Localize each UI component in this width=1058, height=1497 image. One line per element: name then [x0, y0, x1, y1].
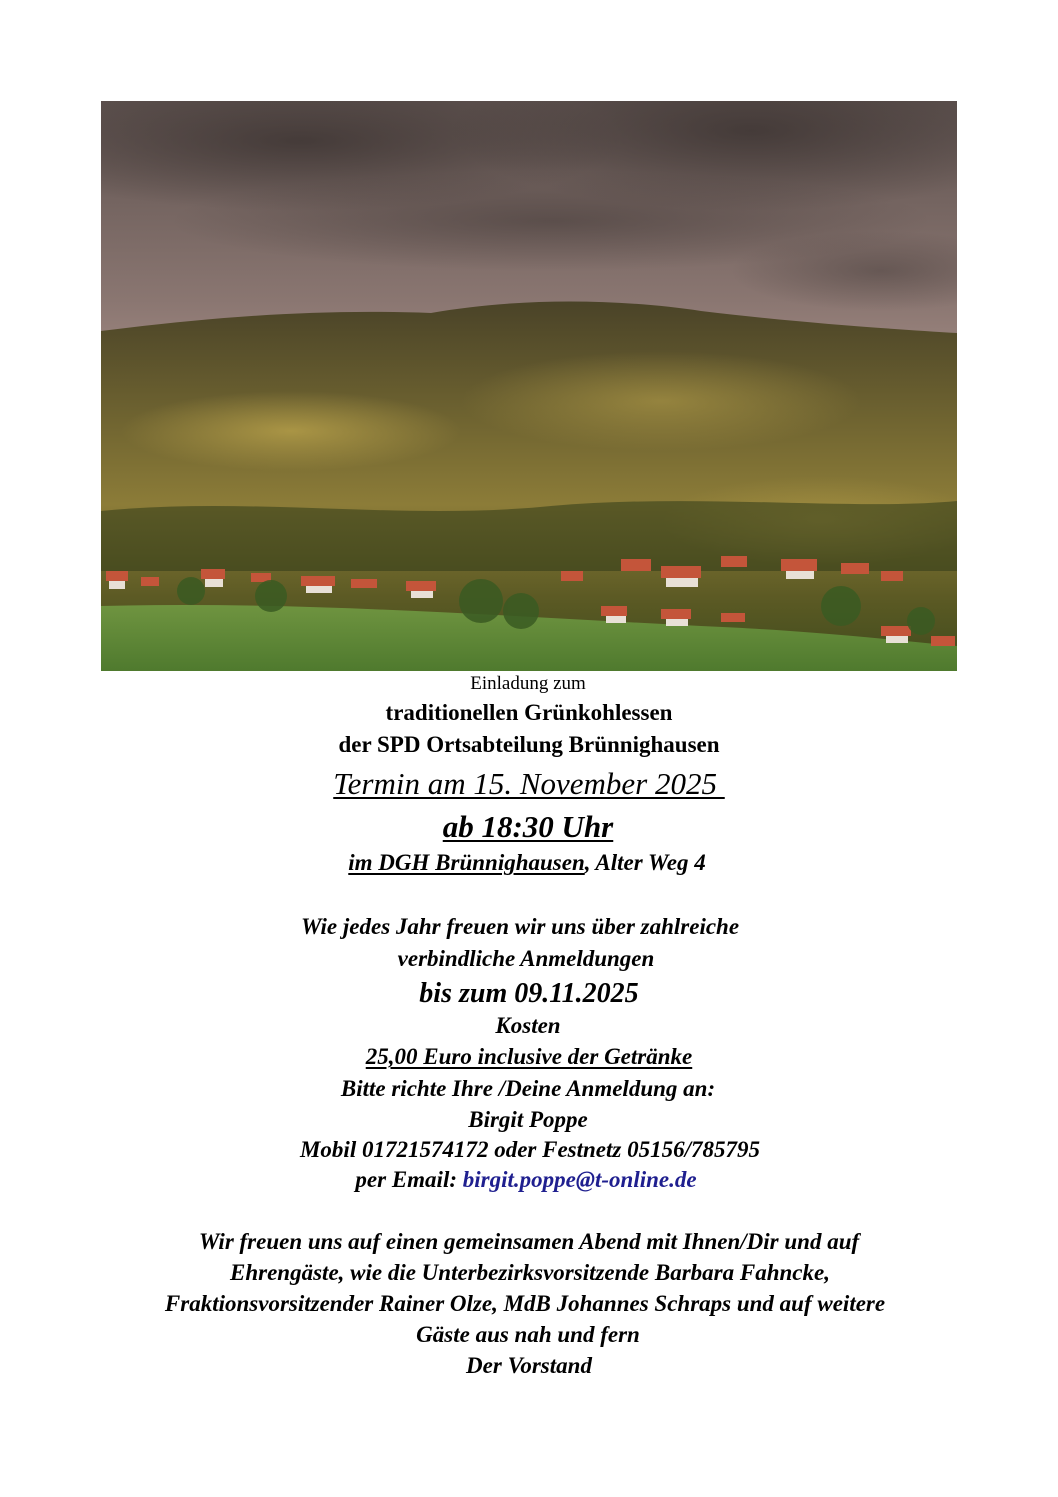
event-date: [0, 766, 1058, 802]
contact-phone: Mobil 01721574172 oder Festnetz 05156/785795: [299, 1137, 760, 1162]
registration-text-1: Wie jedes Jahr freuen wir uns über zahlreiche: [300, 914, 740, 939]
signature: Der Vorstand: [466, 1353, 592, 1378]
closing-line-4: Gäste aus nah und fern: [416, 1322, 640, 1347]
landscape-photo: [101, 101, 957, 671]
event-time: [0, 809, 1057, 845]
registration-text-2: verbindliche Anmeldungen: [397, 946, 655, 971]
event-location-venue: im DGH Brünnighausen: [348, 850, 585, 875]
organizer-line: der SPD Ortsabteilung Brünnighausen: [338, 732, 720, 757]
cost-label: Kosten: [495, 1013, 561, 1038]
closing-line-3: Fraktionsvorsitzender Rainer Olze, MdB Johannes Schraps und auf weitere: [164, 1291, 886, 1316]
event-title: traditionellen Grünkohlessen: [385, 700, 673, 725]
cost-value-text: 25,00 Euro inclusive der Getränke: [365, 1044, 693, 1069]
contact-email-line: [0, 1167, 1055, 1193]
event-location: [0, 850, 1056, 876]
event-time-text: ab 18:30 Uhr: [442, 809, 614, 844]
registration-deadline: bis zum 09.11.2025: [419, 978, 639, 1009]
cost-value: [0, 1044, 1058, 1070]
intro-line: Einladung zum: [470, 673, 586, 694]
event-date-text: Termin am 15. November 2025: [333, 766, 725, 801]
registration-request: Bitte richte Ihre /Deine Anmeldung an:: [340, 1076, 716, 1101]
landscape-photo-icon: [101, 101, 957, 671]
email-label: per Email:: [355, 1167, 463, 1192]
closing-line-1: Wir freuen uns auf einen gemeinsamen Abend mit Ihnen/Dir und auf: [198, 1229, 860, 1254]
closing-line-2: Ehrengäste, wie die Unterbezirksvorsitzende Barbara Fahncke,: [230, 1260, 830, 1285]
event-location-address: , Alter Weg 4: [584, 850, 706, 875]
contact-name: Birgit Poppe: [468, 1107, 588, 1132]
email-link[interactable]: birgit.poppe@t-online.de: [462, 1167, 697, 1192]
